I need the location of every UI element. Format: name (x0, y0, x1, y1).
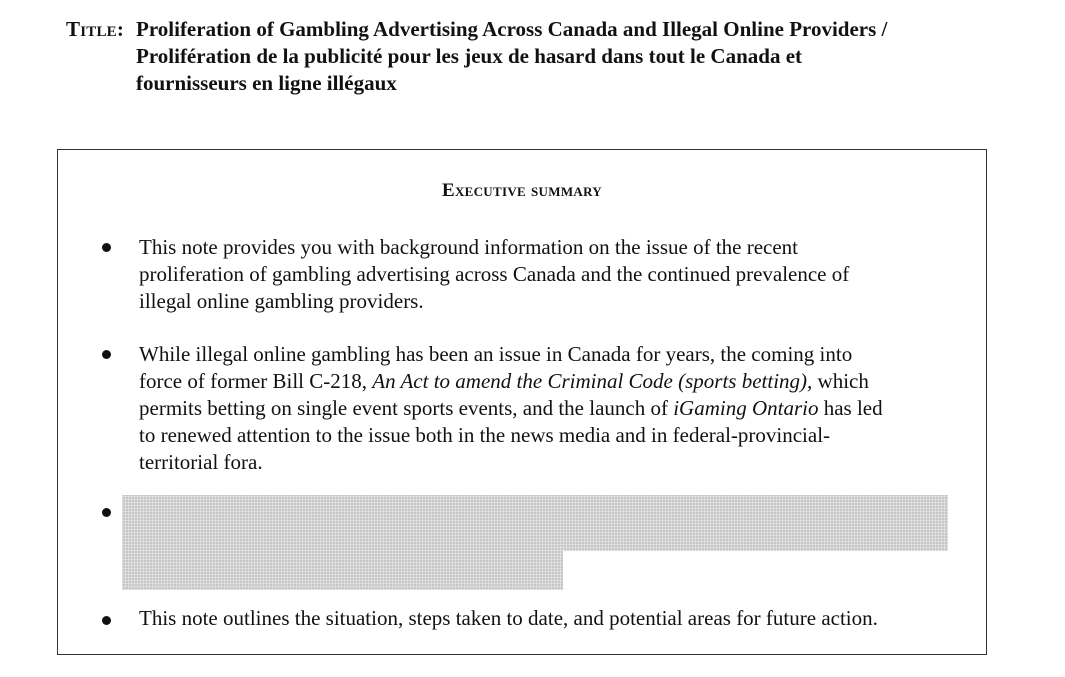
title-line-1: Proliferation of Gambling Advertising Across Canada and Illegal Online Providers / (136, 17, 888, 41)
bullet-1-text (139, 234, 979, 315)
bullet-4-line-1: This note outlines the situation, steps taken to date, and potential areas for future action. (139, 606, 878, 630)
act-title: An Act to amend the Criminal Code (sports betting), (372, 369, 813, 393)
bullet-1-line-2: proliferation of gambling advertising across Canada and the continued prevalence of (139, 262, 850, 286)
bullet-2-line-1: While illegal online gambling has been an issue in Canada for years, the coming into (139, 342, 853, 366)
bullet-dot-icon (102, 616, 111, 625)
summary-heading: Executive summary (441, 180, 602, 201)
redaction-block (122, 495, 948, 551)
bullet-1-line-1: This note provides you with background information on the issue of the recent (139, 235, 799, 259)
title-text (136, 16, 1016, 97)
bullet-2-line-2 (139, 368, 979, 395)
bullet-2-line-3-end: has led (818, 396, 883, 420)
bullet-2-line-3-start: permits betting on single event sports events, and the launch of (139, 396, 674, 420)
bullet-4-text (139, 605, 979, 632)
bullet-2-line-4: to renewed attention to the issue both in the news media and in federal-provincial- (139, 423, 831, 447)
bullet-dot-icon (102, 243, 111, 252)
summary-bullet-redacted (58, 490, 986, 590)
igaming-ontario: iGaming Ontario (673, 396, 819, 420)
bullet-dot-icon (102, 350, 111, 359)
bullet-2-line-2-end: which (812, 369, 869, 393)
bullet-dot-icon (102, 508, 111, 517)
executive-summary-box (57, 149, 987, 655)
redaction-block (122, 545, 563, 590)
bullet-1-line-3: illegal online gambling providers. (139, 289, 424, 313)
title-label: Title: (66, 17, 125, 41)
bullet-2-line-3 (139, 395, 979, 422)
title-line-3: fournisseurs en ligne illégaux (136, 71, 397, 95)
bullet-2-line-5: territorial fora. (139, 450, 263, 474)
bullet-2-line-2-start: force of former Bill C-218, (139, 369, 373, 393)
title-line-2: Prolifération de la publicité pour les jeux de hasard dans tout le Canada et (136, 44, 803, 68)
bullet-2-text (139, 341, 979, 476)
